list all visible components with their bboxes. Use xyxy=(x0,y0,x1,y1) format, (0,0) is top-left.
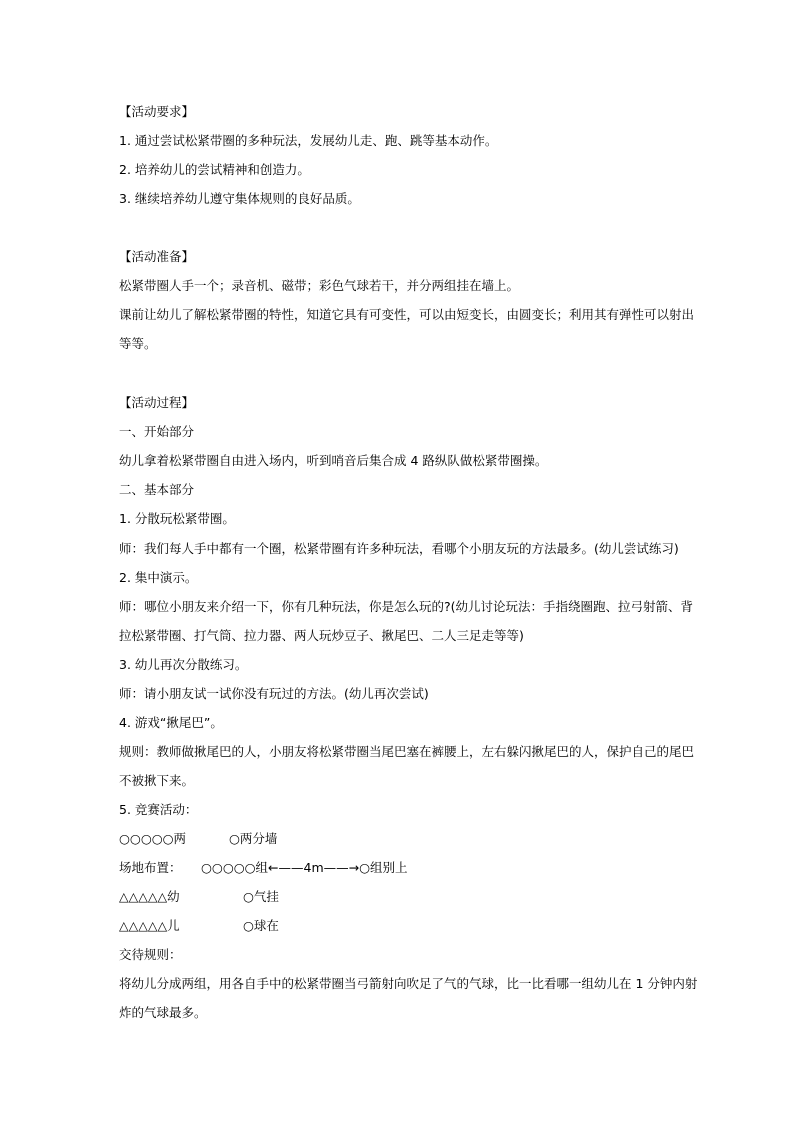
step2-text-a: 师：哪位小朋友来介绍一下，你有几种玩法，你是怎么玩的?(幼儿讨论玩法：手指绕圈跑、拉弓射箭、背 xyxy=(119,599,694,614)
part1-title: 一、开始部分 xyxy=(119,424,195,439)
step4-text-a: 规则：教师做揪尾巴的人，小朋友将松紧带圈当尾巴塞在裤腰上，左右躲闪揪尾巴的人，保护自己的尾巴 xyxy=(119,744,695,759)
rules-title: 交待规则： xyxy=(119,947,182,962)
layout-row-4-right: ○球在 xyxy=(243,918,279,933)
layout-row-2-diagram: ○○○○○组←——4m——→○组别上 xyxy=(201,860,408,875)
step1-title: 1. 分散玩松紧带圈。 xyxy=(119,511,235,526)
requirement-item-3: 3. 继续培养幼儿遵守集体规则的良好品质。 xyxy=(119,191,360,206)
step3-text: 师：请小朋友试一试你没有玩过的方法。(幼儿再次尝试) xyxy=(119,686,429,701)
requirements-heading: 【活动要求】 xyxy=(119,104,195,119)
requirement-item-2: 2. 培养幼儿的尝试精神和创造力。 xyxy=(119,162,310,177)
rules-text-b: 炸的气球最多。 xyxy=(119,1005,207,1020)
step2-text-b: 拉松紧带圈、打气筒、拉力器、两人玩炒豆子、揪尾巴、二人三足走等等) xyxy=(119,628,524,643)
preparation-line-2a: 课前让幼儿了解松紧带圈的特性，知道它具有可变性，可以由短变长，由圆变长；利用其有弹性可以射出 xyxy=(119,307,695,322)
layout-row-1 xyxy=(119,831,278,847)
step4-text-b: 不被揪下来。 xyxy=(119,773,195,788)
preparation-line-2b: 等等。 xyxy=(119,336,157,351)
layout-row-3 xyxy=(119,889,279,905)
process-heading: 【活动过程】 xyxy=(119,395,195,410)
layout-row-4 xyxy=(119,918,279,934)
step2-title: 2. 集中演示。 xyxy=(119,570,198,585)
preparation-line-1: 松紧带圈人手一个；录音机、磁带；彩色气球若干，并分两组挂在墙上。 xyxy=(119,278,520,293)
preparation-heading: 【活动准备】 xyxy=(119,249,195,264)
step4-title: 4. 游戏“揪尾巴”。 xyxy=(119,715,223,730)
requirement-item-1: 1. 通过尝试松紧带圈的多种玩法，发展幼儿走、跑、跳等基本动作。 xyxy=(119,133,498,148)
layout-row-1-right: ○两分墙 xyxy=(229,831,278,846)
rules-text-a: 将幼儿分成两组，用各自手中的松紧带圈当弓箭射向吹足了气的气球，比一比看哪一组幼儿在 1 分钟内射 xyxy=(119,976,698,991)
layout-row-1-left: ○○○○○两 xyxy=(119,831,187,846)
layout-row-2 xyxy=(119,860,408,876)
layout-row-3-left: △△△△△幼 xyxy=(119,889,180,904)
layout-row-3-right: ○气挂 xyxy=(243,889,279,904)
part2-title: 二、基本部分 xyxy=(119,482,195,497)
step5-title: 5. 竞赛活动： xyxy=(119,802,198,817)
layout-row-2-label: 场地布置： xyxy=(119,860,182,875)
step1-text: 师：我们每人手中都有一个圈，松紧带圈有许多种玩法，看哪个小朋友玩的方法最多。(幼儿尝试练习) xyxy=(119,541,679,556)
layout-row-4-left: △△△△△儿 xyxy=(119,918,180,933)
step3-title: 3. 幼儿再次分散练习。 xyxy=(119,657,248,672)
part1-text: 幼儿拿着松紧带圈自由进入场内，听到哨音后集合成 4 路纵队做松紧带圈操。 xyxy=(119,453,548,468)
